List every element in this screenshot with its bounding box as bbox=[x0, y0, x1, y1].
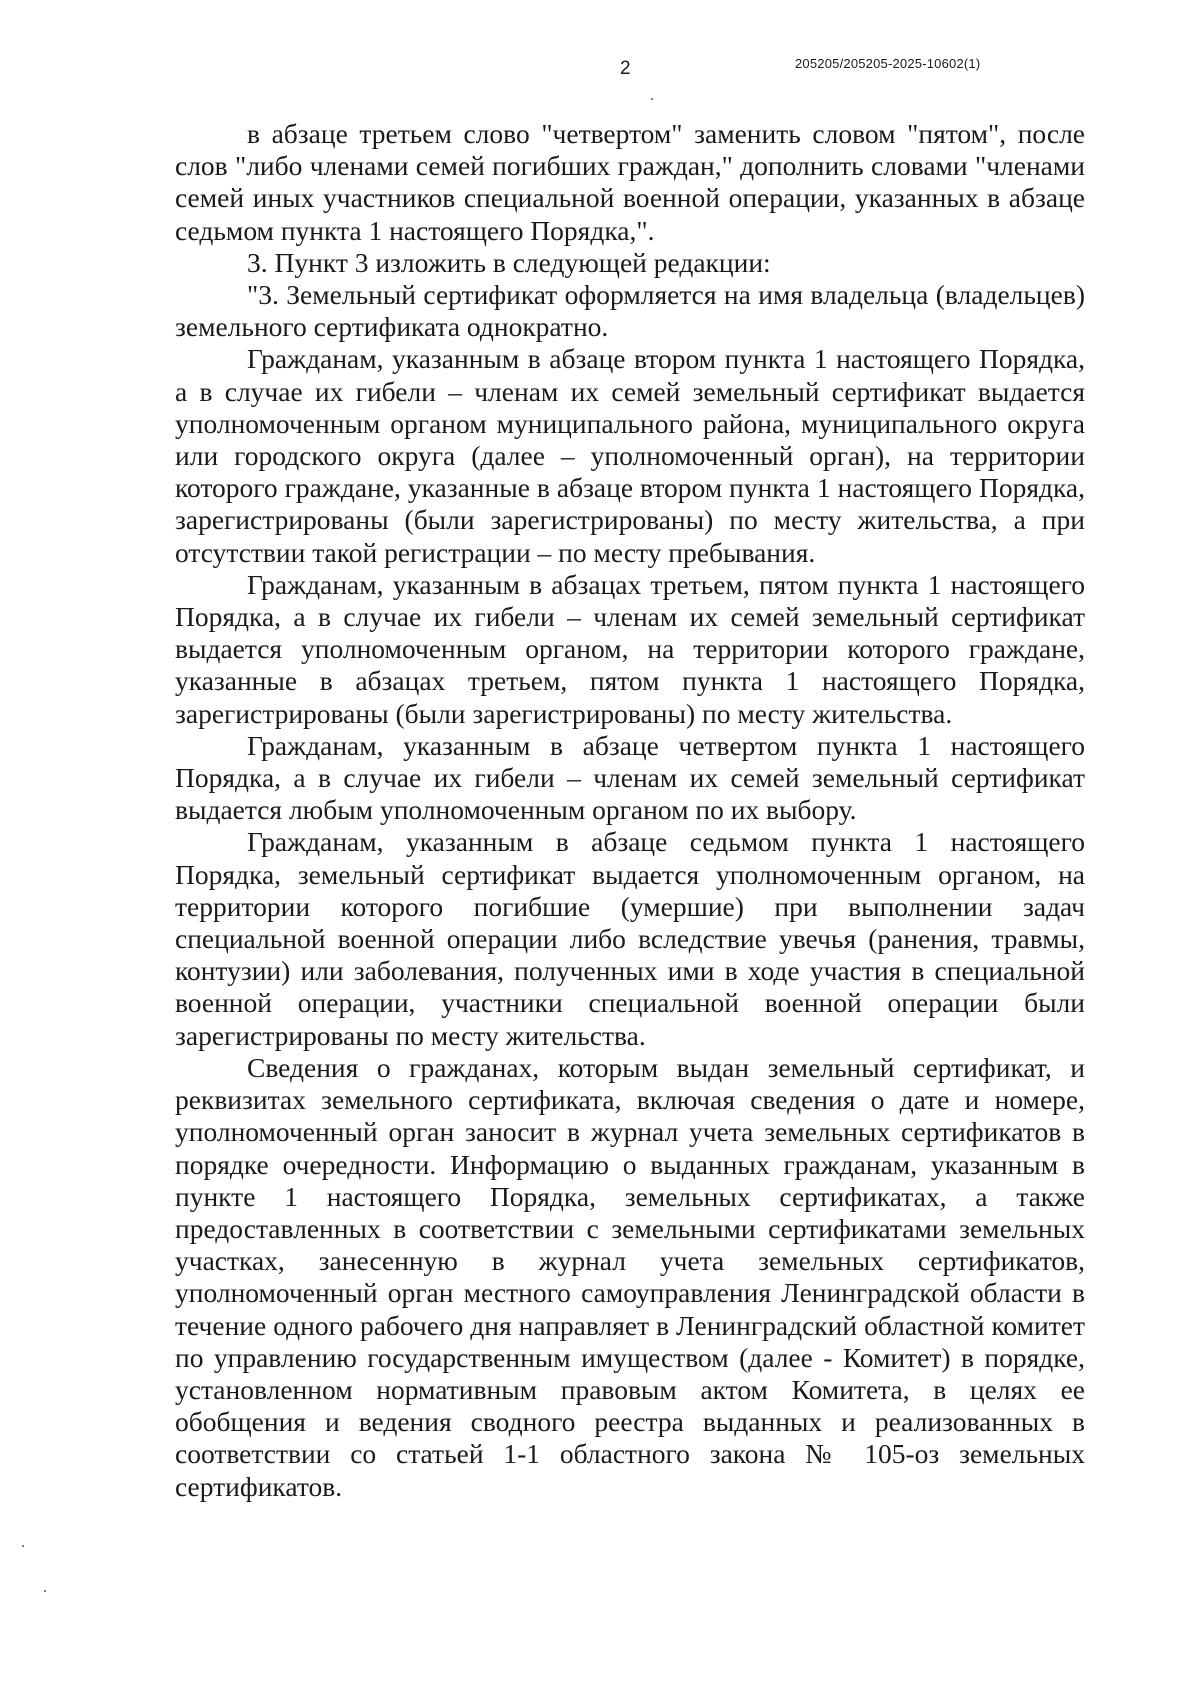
document-body bbox=[175, 118, 1085, 1503]
paragraph: 3. Пункт 3 изложить в следующей редакции: bbox=[247, 246, 771, 278]
paragraph: Гражданам, указанным в абзацах третьем, пятом пункта 1 настоящего Порядка, а в случае их гибели – членам их семей земельный сертификат выдается уполномоченным органом, на территории которого граждане, указанные в абзацах третьем, пятом пункта 1 настоящего Порядка, зарегистрированы (были зарегистрированы) по месту жительства. bbox=[175, 568, 1085, 729]
scan-speck bbox=[22, 1545, 24, 1547]
scan-speck bbox=[44, 1590, 46, 1592]
page-number: 2 bbox=[620, 58, 631, 79]
paragraph: Гражданам, указанным в абзаце втором пункта 1 настоящего Порядка, а в случае их гибели – членам их семей земельный сертификат выдается уполномоченным органом муниципального района, муниципального округа или городского округа (далее – уполномоченный орган), на территории которого граждане, указанные в абзаце втором пункта 1 настоящего Порядка, зарегистрированы (были зарегистрированы) по месту жительства, а при отсутствии такой регистрации – по месту пребывания. bbox=[175, 343, 1085, 568]
paragraph: в абзаце третьем слово "четвертом" заменить словом "пятом", после слов "либо членами семей погибших граждан," дополнить словами "членами семей иных участников специальной военной операции, указанных в абзаце седьмом пункта 1 настоящего Порядка,". bbox=[175, 118, 1085, 246]
paragraph: "3. Земельный сертификат оформляется на имя владельца (владельцев) земельного сертификата однократно. bbox=[175, 279, 1085, 343]
paragraph: Сведения о гражданах, которым выдан земельный сертификат, и реквизитах земельного сертификата, включая сведения о дате и номере, уполномоченный орган заносит в журнал учета земельных сертификатов в порядке очередности. Информацию о выданных гражданам, указанным в пункте 1 настоящего Порядка, земельных сертификатах, а также предоставленных в соответствии с земельными сертификатами земельных участках, занесенную в журнал учета земельных сертификатов, уполномоченный орган местного самоуправления Ленинградской области в течение одного рабочего дня направляет в Ленинградский областной комитет по управлению государственным имуществом (далее - Комитет) в порядке, установленном нормативным правовым актом Комитета, в целях ее обобщения и ведения сводного реестра выданных и реализованных в соответствии со статьей 1-1 областного закона № 105-оз земельных сертификатов. bbox=[175, 1051, 1085, 1502]
paragraph: Гражданам, указанным в абзаце седьмом пункта 1 настоящего Порядка, земельный сертификат выдается уполномоченным органом, на территории которого погибшие (умершие) при выполнении задач специальной военной операции либо вследствие увечья (ранения, травмы, контузии) или заболевания, полученных ими в ходе участия в специальной военной операции, участники специальной военной операции были зарегистрированы по месту жительства. bbox=[175, 826, 1085, 1051]
document-id: 205205/205205-2025-10602(1) bbox=[795, 56, 981, 71]
scan-speck bbox=[651, 98, 653, 100]
paragraph: Гражданам, указанным в абзаце четвертом пункта 1 настоящего Порядка, а в случае их гибели – членам их семей земельный сертификат выдается любым уполномоченным органом по их выбору. bbox=[175, 729, 1085, 826]
